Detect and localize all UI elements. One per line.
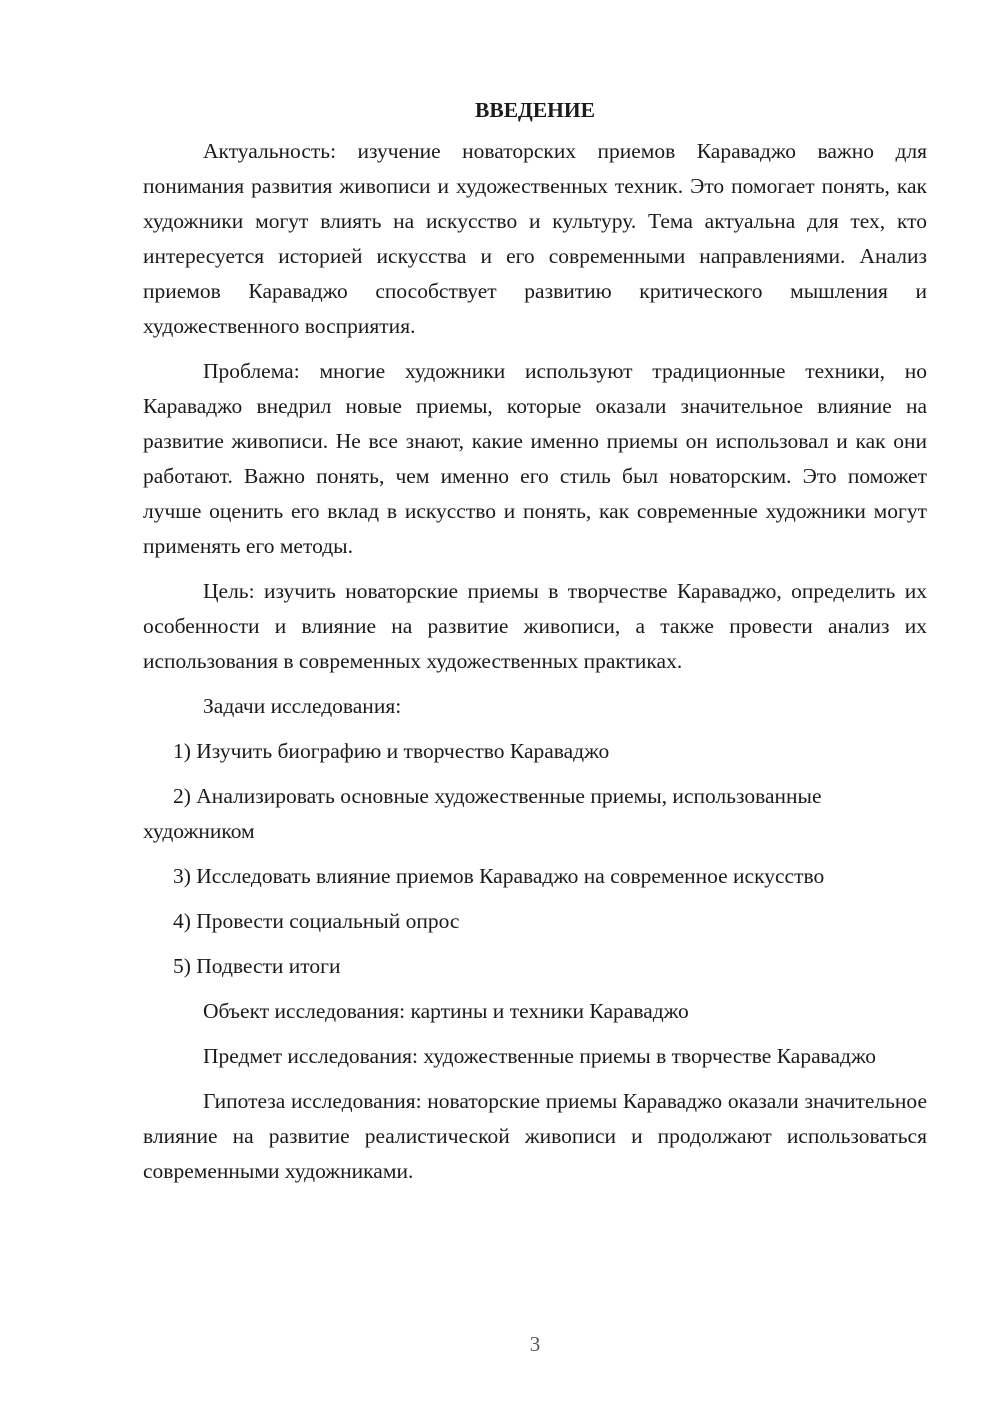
task-item: 5) Подвести итоги — [173, 954, 341, 978]
tasks-heading: Задачи исследования: — [203, 694, 402, 718]
task-item: 3) Исследовать влияние приемов Караваджо на современное искусство — [173, 864, 825, 888]
task-item: 2) Анализировать основные художественные приемы, использованные художником — [143, 784, 822, 843]
hypothesis-paragraph: Гипотеза исследования: новаторские приемы Караваджо оказали значительное влияние на развитие реалистической живописи и продолжают использоваться современными художниками. — [143, 1089, 927, 1183]
section-title: ВВЕДЕНИЕ — [475, 98, 595, 122]
task-item: 1) Изучить биографию и творчество Караваджо — [173, 739, 610, 763]
page-number: 3 — [529, 1332, 541, 1356]
page-content — [143, 94, 927, 1199]
relevance-paragraph: Актуальность: изучение новаторских приемов Караваджо важно для понимания развития живописи и художественных техник. Это помогает понять, как художники могут влиять на искусство и культуру. Тема актуальна для тех, кто интересуется историей искусства и его современными направлениями. Анализ приемов Караваджо способствует развитию критического мышления и художественного восприятия. — [143, 139, 927, 338]
tasks-list — [143, 734, 927, 984]
object-paragraph: Объект исследования: картины и техники Караваджо — [203, 999, 689, 1023]
problem-paragraph: Проблема: многие художники используют традиционные техники, но Караваджо внедрил новые приемы, которые оказали значительное влияние на развитие живописи. Не все знают, какие именно приемы он использовал и как они работают. Важно понять, чем именно его стиль был новаторским. Это поможет лучше оценить его вклад в искусство и понять, как современные художники могут применять его методы. — [143, 359, 927, 558]
goal-paragraph: Цель: изучить новаторские приемы в творчестве Караваджо, определить их особенности и влияние на развитие живописи, а также провести анализ их использования в современных художественных практиках. — [143, 579, 927, 673]
subject-paragraph: Предмет исследования: художественные приемы в творчестве Караваджо — [203, 1044, 877, 1068]
task-item: 4) Провести социальный опрос — [173, 909, 460, 933]
